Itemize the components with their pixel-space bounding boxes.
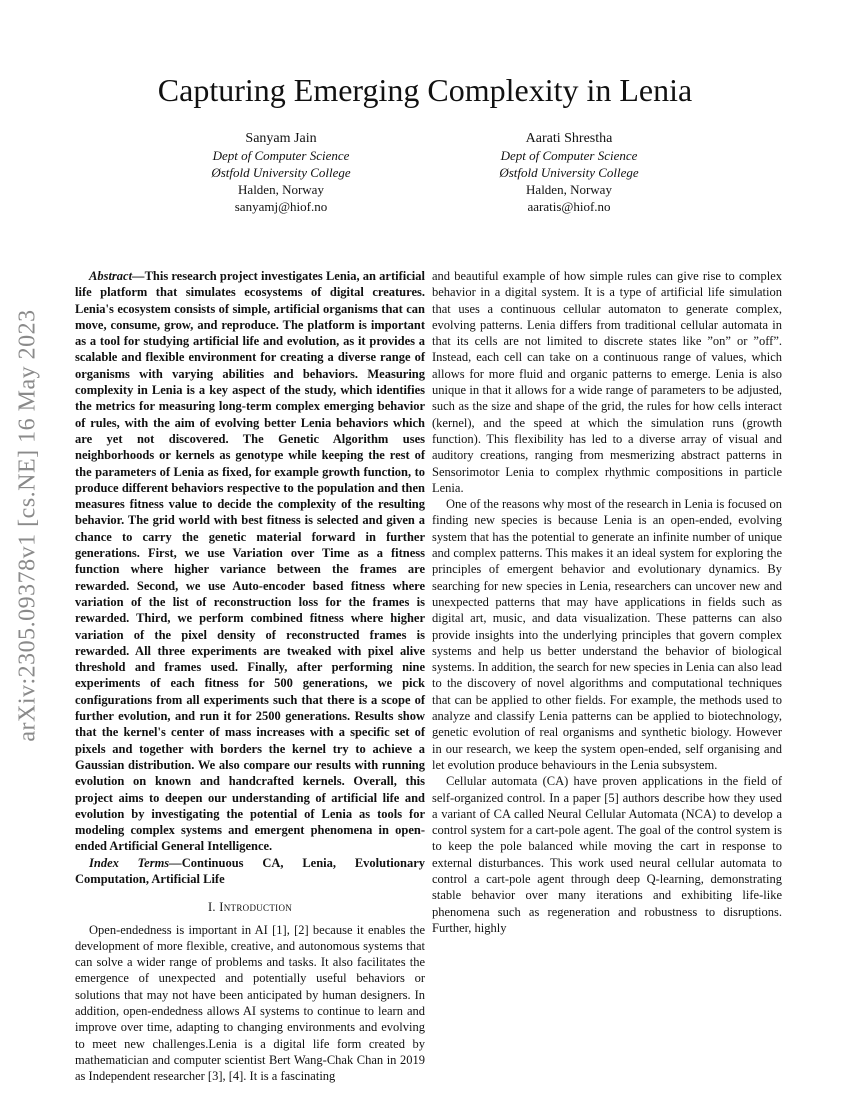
author-block-2: [419, 130, 719, 215]
section-title: Introduction: [219, 900, 293, 915]
index-terms-text: Continuous CA, Lenia, Evolutionary Computation, Artificial Life: [75, 855, 425, 886]
section-heading: [75, 899, 425, 915]
right-column: [432, 268, 782, 936]
author-email: sanyamj@hiof.no: [234, 199, 328, 214]
abstract: [75, 268, 425, 855]
author-location: Halden, Norway: [238, 182, 324, 197]
author-email: aaratis@hiof.no: [527, 199, 611, 214]
left-column: [75, 268, 425, 1085]
author-name: Aarati Shrestha: [525, 131, 613, 146]
paper-title: Capturing Emerging Complexity in Lenia: [157, 72, 693, 108]
author-location: Halden, Norway: [526, 182, 612, 197]
index-terms: [75, 855, 425, 888]
author-department: Dept of Computer Science: [212, 148, 350, 163]
author-department: Dept of Computer Science: [500, 148, 638, 163]
index-terms-label: Index Terms—: [89, 855, 182, 870]
author-institution: Østfold University College: [499, 165, 639, 180]
section-number: I.: [207, 900, 216, 915]
body-paragraph: One of the reasons why most of the research in Lenia is focused on finding new species is because Lenia is an open-ended, evolving system that has the potential to generate an infinite number of unique and complex patterns. This makes it an ideal system for exploring the principles of emergent behavior and evolutionary dynamics. By searching for new species in Lenia, researchers can uncover new and unexpected patterns that may have applications in fields such as digital art, music, and data visualization. These patterns can also provide insights into the underlying principles that govern complex systems and help us better understand the behavior of biological systems. In addition, the search for new species in Lenia can also lead to the discovery of novel algorithms and computational techniques that can be applied to other fields. For example, the methods used to analyze and classify Lenia patterns can be applied to biotechnology, genetic evolution of real organisms and synthetic biology. However in our research, we keep the system open-ended, self organising and let evolution produce behaviours in the Lenia subsystem.: [432, 497, 782, 772]
body-paragraph: and beautiful example of how simple rules can give rise to complex behavior in a digital system. It is a type of artificial life simulation that uses a continuous cellular automaton to generate complex, evolving patterns. Lenia differs from traditional cellular automata in that its cells are not limited to discrete states like ”on” or ”off”. Instead, each cell can take on a continuous range of values, which allows for more fluid and organic patterns to emerge. Lenia is also unique in that it allows for a wide range of parameters to be adjusted, such as the size and shape of the grid, the rules for how cells interact (kernel), and the speed at which the simulation runs (growth function). This flexibility has led to a diverse array of visual and auditory creations, ranging from mesmerizing abstract patterns in Sensorimotor Lenia to complex rhythmic compositions in particle Lenia.: [432, 269, 782, 495]
arxiv-stamp-text: arXiv:2305.09378v1 [cs.NE] 16 May 2023: [14, 308, 41, 742]
body-paragraph: Open-endedness is important in AI [1], [2] because it enables the development of more flexible, creative, and autonomous systems that can solve a wider range of problems and tasks. It also facilitates the emergence of unexpected and potentially useful behaviors or solutions that may not have been anticipated by human designers. In addition, open-endedness allows AI systems to continue to learn and improve over time, adapting to changing environments and evolving to meet new challenges.Lenia is a digital life form created by mathematician and computer scientist Bert Wang-Chak Chan in 2019 as Independent researcher [3], [4]. It is a fascinating: [75, 922, 425, 1084]
abstract-text: This research project investigates Lenia, an artificial life platform that simulates ecosystems of digital creatures. Lenia's ecosystem consists of simple, artificial organisms that can move, consume, grow, and reproduce. The platform is important as a tool for studying artificial life and evolution, as it provides a scalable and flexible environment for creating a diverse range of organisms with varying abilities and behaviors. Measuring complexity in Lenia is a key aspect of the study, which identifies the metrics for measuring long-term complex emerging behavior of rules, with the aim of evolving better Lenia behaviors which are yet not discovered. The Genetic Algorithm uses neighborhoods or kernels as genotype while keeping the rest of the parameters of Lenia as fixed, for example growth function, to produce different behaviors respective to the population and then measures fitness value to decide the complexity of the resulting behavior. The grid world with best fitness is selected and given a chance to carry the genetic material forward in further generations. First, we use Variation over Time as a fitness function where higher variance between the frames are rewarded. Second, we use Auto-encoder based fitness where variation of the list of reconstruction loss for the frames is rewarded. Third, we perform combined fitness where higher variation of the pixel density of reconstructed frames is rewarded. All three experiments are tweaked with pixel alive threshold and frames used. Finally, after performing nine experiments of each fitness for 500 generations, we pick configurations from all experiments such that there is a scope of further evolution, and run it for 2500 generations. Results show that the kernel's center of mass increases with a specific set of pixels and together with borders the kernel try to achieve a Gaussian distribution. We also compare our results with running evolution on known and handcrafted kernels. Overall, this project aims to deepen our understanding of artificial life and evolution by investigating the potential of Lenia as tools for modeling complex systems and emergent phenomena in open-ended Artificial General Intelligence.: [75, 269, 425, 854]
author-block-1: [131, 130, 431, 215]
arxiv-stamp: [8, 285, 48, 765]
body-paragraph: Cellular automata (CA) have proven applications in the field of self-organized control. In a paper [5] authors describe how they used a variant of CA called Neural Cellular Automata (NCA) to develop a control system for a cart-pole agent. The goal of the control system is to keep the pole balanced while moving the cart in response to external disturbances. This work used neural cellular automata to control a cart-pole agent through deep Q-learning, demonstrating stable behavior over many iterations and exhibiting life-like phenomena such as regeneration and robustness to disruptions. Further, highly: [432, 774, 782, 935]
author-institution: Østfold University College: [211, 165, 351, 180]
abstract-label: Abstract—: [89, 269, 145, 283]
author-name: Sanyam Jain: [245, 131, 317, 146]
